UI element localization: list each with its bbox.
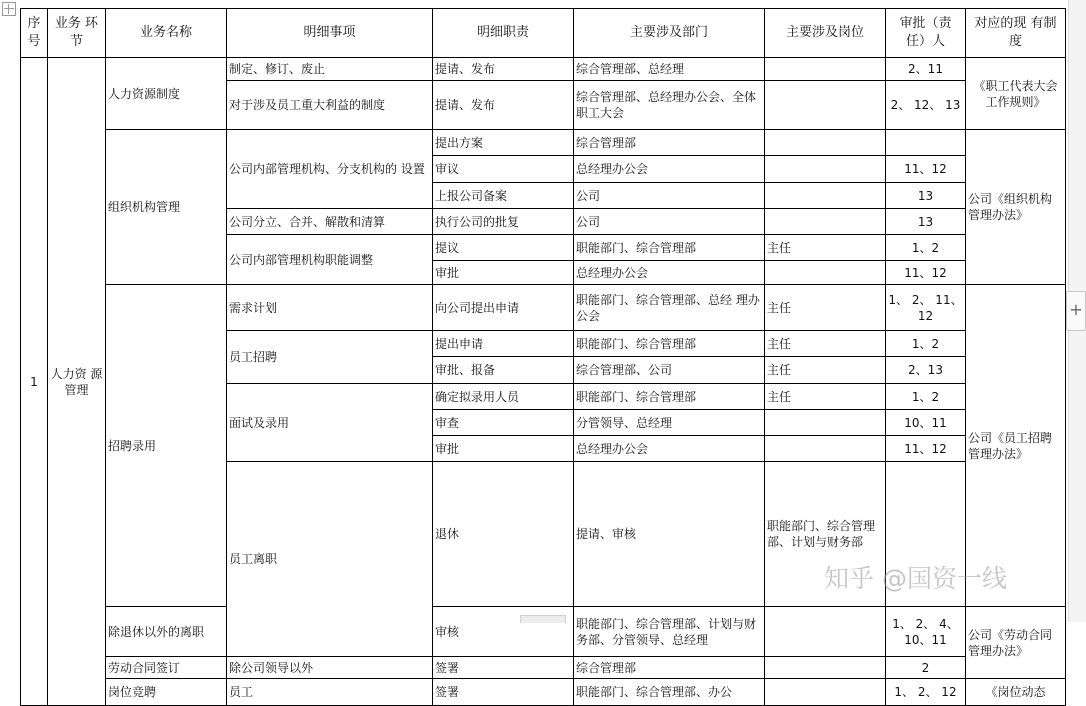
authority-matrix-table: [20, 8, 1066, 706]
cell-dept: 总经理办公会: [574, 156, 765, 183]
cell-post: [765, 679, 886, 706]
cell-post: 主任: [765, 331, 886, 357]
cell-policy: 公司《劳动合同管理办法》: [966, 607, 1066, 679]
cell-approver: [886, 130, 966, 156]
cell-dept: 职能部门、综合管理部、计划与财务部: [765, 462, 886, 607]
cell-post: [765, 209, 886, 235]
cell-post: [765, 410, 886, 436]
cell-dept: 职能部门、综合管理部: [574, 384, 765, 410]
cell-post: [765, 436, 886, 462]
cell-duty: 签署: [433, 679, 574, 706]
table-row: [21, 607, 1066, 657]
cell-biz-hr-policy: 人力资源制度: [106, 58, 227, 130]
cell-item: 员工招聘: [227, 331, 433, 384]
table-row: [21, 58, 1066, 81]
cell-post: [765, 607, 886, 657]
cell-approver: 13: [886, 183, 966, 209]
cell-biz-recruit: 招聘录用: [106, 285, 227, 607]
cell-post: 主任: [765, 357, 886, 384]
cell-dept: 职能部门、综合管理部: [574, 235, 765, 261]
cell-approver: 2: [886, 657, 966, 679]
cell-dept: 公司: [574, 183, 765, 209]
cell-item: 除公司领导以外: [227, 657, 433, 679]
cell-approver: 1、2: [886, 384, 966, 410]
cell-duty: 提请、发布: [433, 58, 574, 81]
cell-dept: 职能部门、综合管理部、办公: [574, 679, 765, 706]
cell-item: 面试及录用: [227, 384, 433, 462]
cell-seq: 1: [21, 58, 48, 706]
cell-duty: 向公司提出申请: [433, 285, 574, 331]
cell-item: 公司分立、合并、解散和清算: [227, 209, 433, 235]
cell-post: 主任: [765, 235, 886, 261]
table-row: [21, 130, 1066, 156]
cell-approver: 10、11: [886, 410, 966, 436]
cell-approver: 2、11: [886, 58, 966, 81]
cell-post: 主任: [765, 285, 886, 331]
cell-policy: 公司《员工招聘管理办法》: [966, 285, 1066, 607]
cell-duty: 执行公司的批复: [433, 209, 574, 235]
cell-duty: 审议: [433, 156, 574, 183]
cell-approver: 13: [886, 209, 966, 235]
cell-dept: 职能部门、综合管理部: [574, 331, 765, 357]
cell-dept: 综合管理部: [574, 130, 765, 156]
header-seq: 序号: [21, 9, 48, 58]
cell-duty: 提议: [433, 235, 574, 261]
cell-item: 对于涉及员工重大利益的制度: [227, 81, 433, 130]
cell-approver: 11、12: [886, 436, 966, 462]
cell-post: [765, 81, 886, 130]
header-policy: 对应的现 有制度: [966, 9, 1066, 58]
add-row-button[interactable]: +: [1066, 291, 1086, 331]
cell-approver: 1、2: [886, 235, 966, 261]
table-move-handle-icon[interactable]: [2, 2, 16, 16]
cell-dept: 综合管理部: [574, 657, 765, 679]
header-detail-item: 明细事项: [227, 9, 433, 58]
cell-dept: 分管领导、总经理: [574, 410, 765, 436]
cell-policy: 《岗位动态: [966, 679, 1066, 706]
cell-duty: 审查: [433, 410, 574, 436]
cell-approver: 11、12: [886, 261, 966, 285]
header-approver: 审批（责 任）人: [886, 9, 966, 58]
cell-approver: 2、13: [886, 357, 966, 384]
cell-approver: 11、12: [886, 156, 966, 183]
cell-item: 公司内部管理机构职能调整: [227, 235, 433, 285]
cell-duty: 提出方案: [433, 130, 574, 156]
cell-post: 主任: [765, 384, 886, 410]
header-department: 主要涉及部门: [574, 9, 765, 58]
cell-post: [886, 462, 966, 607]
cell-duty: 审批: [433, 436, 574, 462]
cell-post: [765, 183, 886, 209]
cell-item: 除退休以外的离职: [106, 607, 227, 657]
cell-approver: 1、 2、 11、 12: [886, 285, 966, 331]
cell-duty: 上报公司备案: [433, 183, 574, 209]
header-post: 主要涉及岗位: [765, 9, 886, 58]
cell-approver: 2、 12、 13: [886, 81, 966, 130]
cell-item: 公司内部管理机构、分支机构的 设置: [227, 130, 433, 209]
cell-duty: 确定拟录用人员: [433, 384, 574, 410]
cell-item: 需求计划: [227, 285, 433, 331]
cell-biz-contract: 劳动合同签订: [106, 657, 227, 679]
cell-post: [765, 657, 886, 679]
cell-post: [765, 156, 886, 183]
cell-duty: 签署: [433, 657, 574, 679]
table-row: [21, 657, 1066, 679]
cell-item: 员工: [227, 679, 433, 706]
cell-duty: 提请、审核: [574, 462, 765, 607]
cell-dept: 综合管理部、总经理: [574, 58, 765, 81]
cell-biz-org: 组织机构管理: [106, 130, 227, 285]
cell-item: 退休: [433, 462, 574, 607]
cell-biz-post-compete: 岗位竞聘: [106, 679, 227, 706]
header-detail-duty: 明细职责: [433, 9, 574, 58]
cell-approver: 1、 2、 4、 10、11: [886, 607, 966, 657]
cell-duty: 审核: [433, 607, 574, 657]
cell-policy: 《职工代表大会工作规则》: [966, 58, 1066, 130]
cell-dept: 综合管理部、公司: [574, 357, 765, 384]
header-business-name: 业务名称: [106, 9, 227, 58]
cell-dept: 总经理办公会: [574, 436, 765, 462]
cell-duty: 审批: [433, 261, 574, 285]
cell-duty: 审批、报备: [433, 357, 574, 384]
cell-duty: 提请、发布: [433, 81, 574, 130]
cell-dept: 综合管理部、总经理办公会、全体职工大会: [574, 81, 765, 130]
cell-duty: 提出申请: [433, 331, 574, 357]
cell-approver: 1、2: [886, 331, 966, 357]
cell-post: [765, 130, 886, 156]
header-stage: 业务 环节: [48, 9, 106, 58]
cell-item: 制定、修订、废止: [227, 58, 433, 81]
watermark: 知乎 @国资一线: [824, 564, 1007, 593]
header-row: [21, 9, 1066, 58]
cell-policy: 公司《组织机构管理办法》: [966, 130, 1066, 285]
cell-biz-leave: 员工离职: [227, 462, 433, 657]
cell-dept: 公司: [574, 209, 765, 235]
cell-dept: 职能部门、综合管理部、计划与财务部、分管领导、总经理: [574, 607, 765, 657]
cell-post: [765, 261, 886, 285]
cell-dept: 职能部门、综合管理部、总经 理办公会: [574, 285, 765, 331]
table-row: [21, 285, 1066, 331]
cell-approver: 1、 2、 12: [886, 679, 966, 706]
table-row: [21, 679, 1066, 706]
cell-stage: 人力资 源管理: [48, 58, 106, 706]
cell-post: [765, 58, 886, 81]
cell-dept: 总经理办公会: [574, 261, 765, 285]
